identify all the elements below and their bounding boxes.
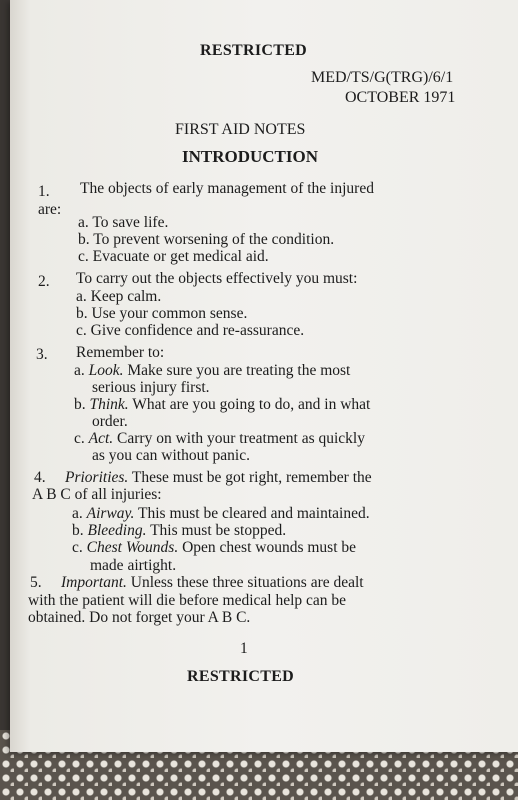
section-4-item-c-cont: made airtight. <box>90 557 177 574</box>
section-5-line3: obtained. Do not forget your A B C. <box>28 609 251 626</box>
section-1-number: 1. <box>38 183 50 200</box>
section-3-item-b: b. Think. What are you going to do, and in what <box>74 396 371 413</box>
section-4-item-b: b. Bleeding. This must be stopped. <box>72 522 287 539</box>
section-5-lead: 5. Important. Unless these three situations are dealt <box>30 574 364 591</box>
section-3-item-a: a. Look. Make sure you are treating the most <box>74 362 351 379</box>
section-3-item-a-cont: serious injury first. <box>92 379 210 396</box>
section-3-item-b-cont: order. <box>92 413 128 430</box>
section-1-lead-cont: are: <box>38 201 62 218</box>
section-2-lead: To carry out the objects effectively you must: <box>76 270 358 287</box>
section-4-item-a: a. Airway. This must be cleared and maintained. <box>72 505 370 522</box>
section-heading: INTRODUCTION <box>182 147 319 166</box>
document-title: FIRST AID NOTES <box>175 121 306 138</box>
section-1-item-b: b. To prevent worsening of the condition. <box>78 231 335 248</box>
section-3-number: 3. <box>36 346 48 363</box>
section-3-item-c-cont: as you can without panic. <box>92 447 250 464</box>
section-2-item-c: c. Give confidence and re-assurance. <box>76 322 305 339</box>
section-2-number: 2. <box>38 273 50 290</box>
section-4-lead: 4. Priorities. These must be got right, remember the <box>34 469 372 486</box>
classification-header: RESTRICTED <box>200 42 308 59</box>
section-2-item-b: b. Use your common sense. <box>76 305 248 322</box>
section-1-lead: The objects of early management of the injured <box>80 180 374 197</box>
section-3-lead: Remember to: <box>76 344 165 361</box>
section-3-item-c: c. Act. Carry on with your treatment as quickly <box>74 430 365 447</box>
section-5-line2: with the patient will die before medical help can be <box>28 592 347 609</box>
document-page <box>10 0 518 752</box>
document-date: OCTOBER 1971 <box>345 89 456 106</box>
section-4-lead-cont: A B C of all injuries: <box>32 486 162 503</box>
section-1-item-a: a. To save life. <box>78 214 169 231</box>
section-4-item-c: c. Chest Wounds. Open chest wounds must be <box>72 539 357 556</box>
section-1-item-c: c. Evacuate or get medical aid. <box>78 248 269 265</box>
page-number: 1 <box>240 640 248 657</box>
section-2-item-a: a. Keep calm. <box>76 288 162 305</box>
classification-footer: RESTRICTED <box>187 668 295 685</box>
document-reference: MED/TS/G(TRG)/6/1 <box>311 69 454 86</box>
